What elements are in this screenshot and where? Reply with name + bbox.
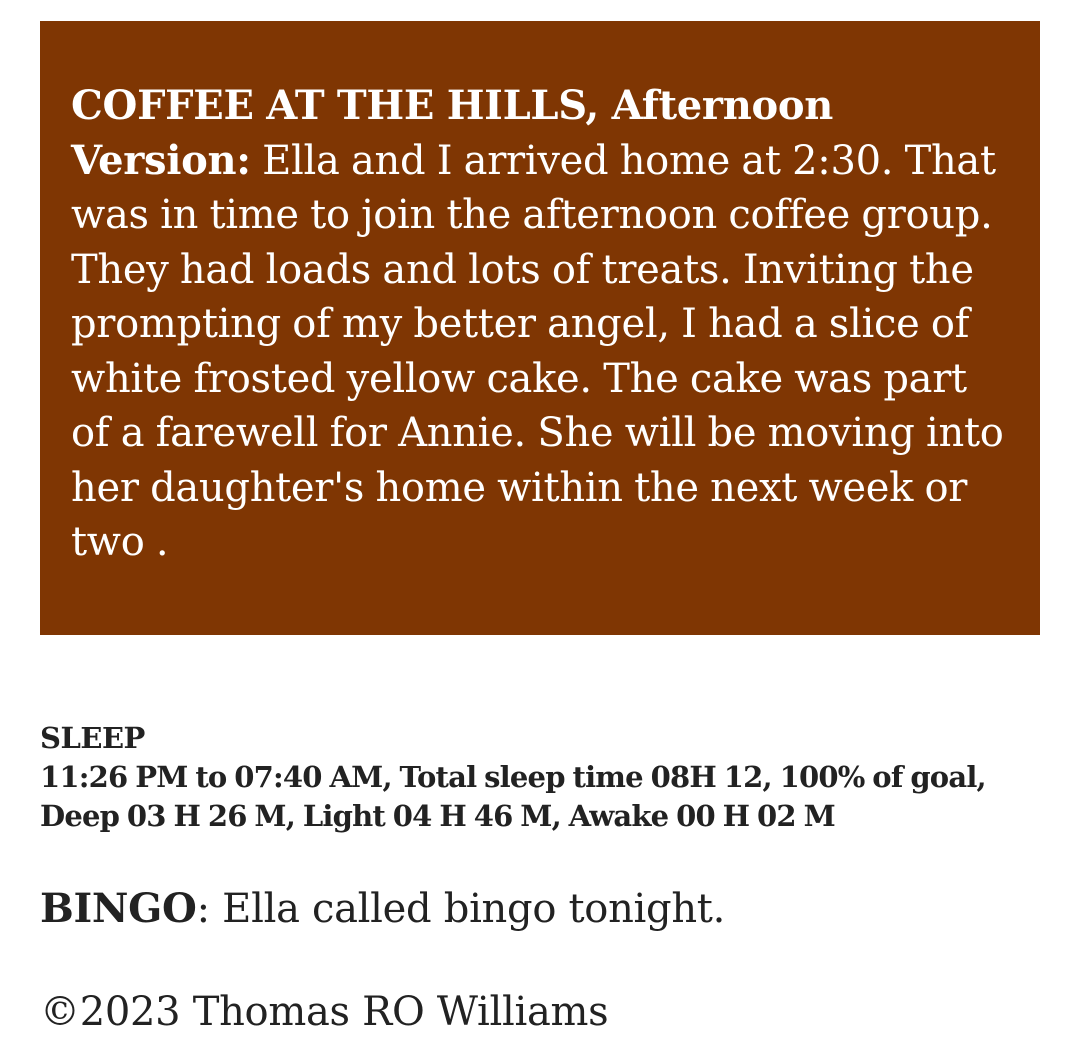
coffee-section	[40, 21, 1040, 635]
coffee-body: Ella and I arrived home at 2:30. That was in time to join the afternoon coffee group. They had loads and lots of treats. Inviting the prompting of my better angel, I had a slice of white frosted yellow cake. The cake was part of a farewell for Annie. She will be moving into her daughter's home within the next week or two .	[71, 137, 1004, 565]
bingo-text: : Ella called bingo tonight.	[196, 886, 725, 932]
copyright-notice: ©2023 Thomas RO Williams	[40, 989, 609, 1035]
coffee-heading: COFFEE AT THE HILLS, Afternoon Version:	[71, 82, 834, 184]
bingo-label: BINGO	[40, 885, 197, 932]
coffee-paragraph	[71, 79, 1010, 570]
sleep-section	[40, 718, 1050, 836]
sleep-title: SLEEP	[40, 721, 145, 755]
sleep-details: 11:26 PM to 07:40 AM, Total sleep time 08H 12, 100% of goal, Deep 03 H 26 M, Light 04 H 46 M, Awake 00 H 02 M	[40, 760, 986, 833]
bingo-paragraph	[40, 882, 725, 936]
